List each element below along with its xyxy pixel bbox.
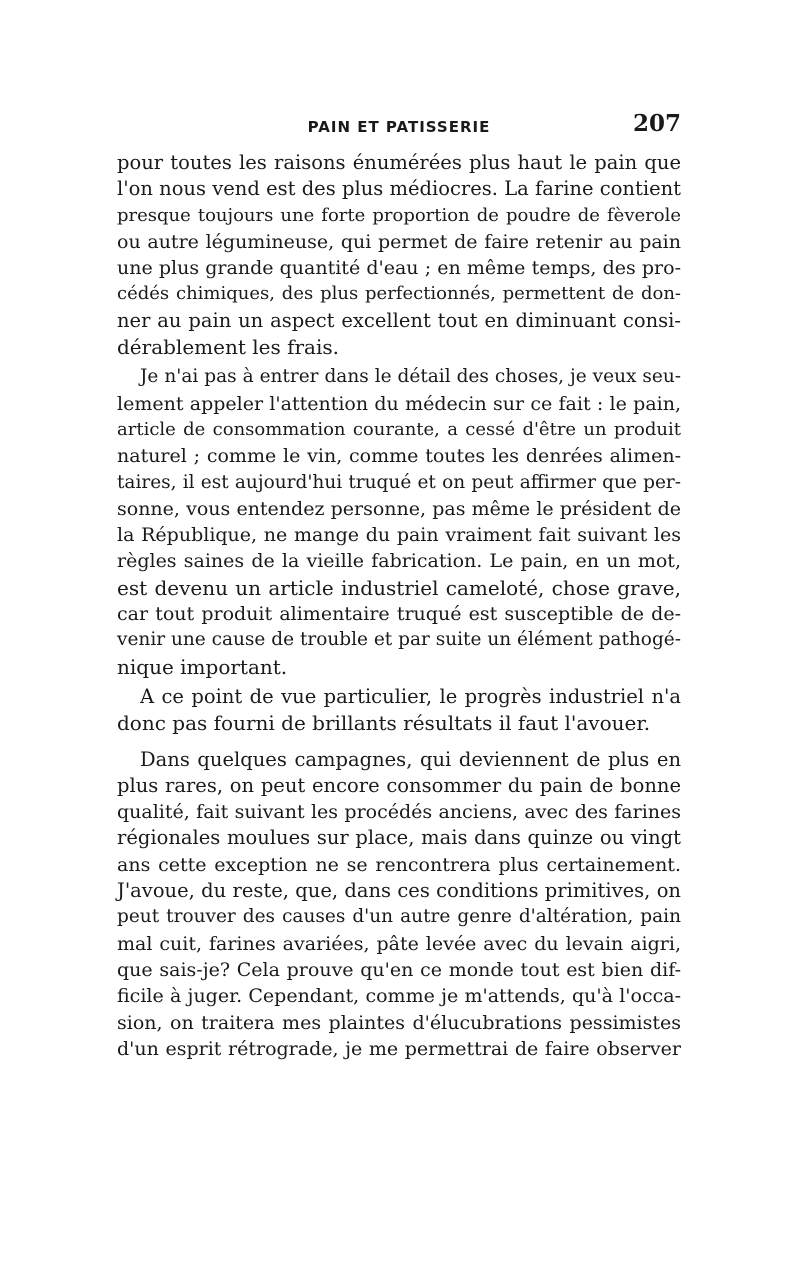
text-line: article de consommation courante, a cessé d'être un produit <box>117 418 681 440</box>
text-line: cédés chimiques, des plus perfectionnés, permettent de don- <box>117 283 681 305</box>
text-line: dérablement les frais. <box>117 335 339 360</box>
text-line: mal cuit, farines avariées, pâte levée avec du levain aigri, <box>117 932 681 955</box>
paragraph-1 <box>117 150 681 360</box>
paragraph-3 <box>117 684 681 737</box>
text-line: la République, ne mange du pain vraiment fait suivant les <box>117 524 681 547</box>
text-line: ou autre légumineuse, qui permet de faire retenir au pain <box>117 230 681 253</box>
running-header <box>117 110 681 150</box>
text-line: venir une cause de trouble et par suite un élément pathogé- <box>117 629 681 651</box>
text-line: est devenu un article industriel cameloté, chose grave, <box>117 575 681 600</box>
paragraph-2 <box>117 364 681 680</box>
text-line: nique important. <box>117 654 288 679</box>
text-line: A ce point de vue particulier, le progrès industriel n'a <box>140 684 681 708</box>
text-line: taires, il est aujourd'hui truqué et on peut affirmer que per- <box>117 471 681 493</box>
text-line: ficile à juger. Cependant, comme je m'attends, qu'à l'occa- <box>117 985 681 1008</box>
text-line: plus rares, on peut encore consommer du pain de bonne <box>117 773 681 797</box>
text-line: sion, on traitera mes plaintes d'élucubrations pessimistes <box>117 1011 681 1034</box>
running-title: PAIN ET PATISSERIE <box>307 118 491 136</box>
text-line: J'avoue, du reste, que, dans ces conditions primitives, on <box>117 879 681 903</box>
text-line: d'un esprit rétrograde, je me permettrai de faire observer <box>117 1037 681 1060</box>
text-line: lement appeler l'attention du médecin sur ce fait : le pain, <box>117 392 681 415</box>
text-line: que sais-je? Cela prouve qu'en ce monde tout est bien dif- <box>117 958 681 981</box>
text-line: ans cette exception ne se rencontrera plus certainement. <box>117 853 681 876</box>
text-line: presque toujours une forte proportion de poudre de fèverole <box>117 204 681 226</box>
page-number: 207 <box>632 110 681 137</box>
text-line: régionales moulues sur place, mais dans quinze ou vingt <box>117 826 681 850</box>
text-line: l'on nous vend est des plus médiocres. La farine contient <box>117 177 681 201</box>
paragraph-4 <box>117 747 681 1063</box>
text-line: ner au pain un aspect excellent tout en diminuant consi- <box>117 308 681 332</box>
text-line: naturel ; comme le vin, comme toutes les denrées alimen- <box>117 445 681 468</box>
text-line: Je n'ai pas à entrer dans le détail des choses, je veux seu- <box>140 366 681 388</box>
text-line: qualité, fait suivant les procédés anciens, avec des farines <box>117 801 681 824</box>
text-line: car tout produit alimentaire truqué est susceptible de de- <box>117 603 681 626</box>
text-line: règles saines de la vieille fabrication. Le pain, en un mot, <box>117 550 681 573</box>
text-line: sonne, vous entendez personne, pas même le président de <box>117 497 681 520</box>
text-line: une plus grande quantité d'eau ; en même temps, des pro- <box>117 257 681 280</box>
text-line: Dans quelques campagnes, qui deviennent de plus en <box>140 747 681 771</box>
text-line: peut trouver des causes d'un autre genre d'altération, pain <box>117 906 681 928</box>
text-line: donc pas fourni de brillants résultats il faut l'avouer. <box>117 711 651 736</box>
text-line: pour toutes les raisons énumérées plus haut le pain que <box>117 151 681 174</box>
body-text <box>117 150 681 1062</box>
